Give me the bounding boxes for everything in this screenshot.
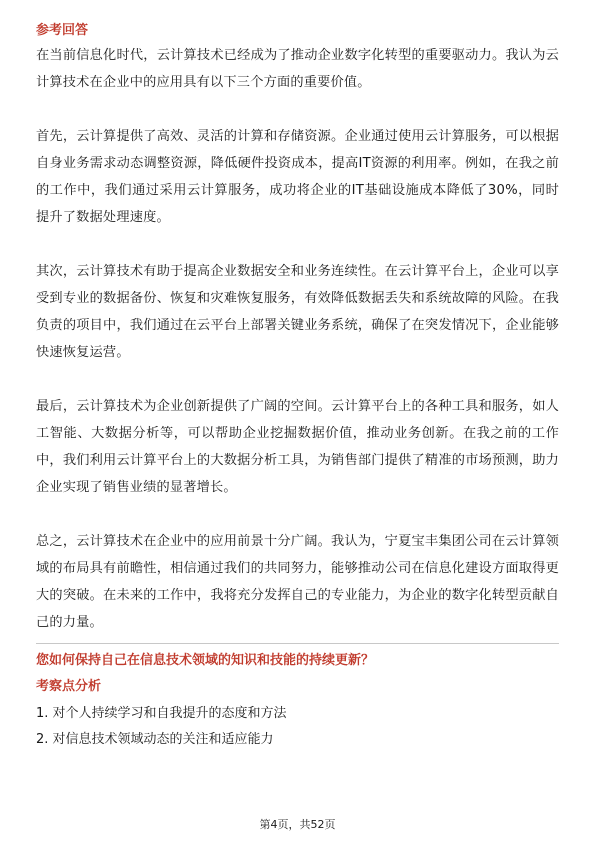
analysis-point-2: 2. 对信息技术领域动态的关注和适应能力 [36,732,274,747]
section-divider [36,643,559,644]
next-question-title: 您如何保持自己在信息技术领域的知识和技能的持续更新？ [36,653,375,668]
analysis-title: 考察点分析 [36,679,102,694]
answer-paragraph-3: 其次，云计算技术有助于提高企业数据安全和业务连续性。在云计算平台上，企业可以享受到专业的数据备份、恢复和灾难恢复服务，有效降低数据丢失和系统故障的风险。在我负责的项目中，我们通过在云平台上部署关键业务系统，确保了在突发情况下，企业能够快速恢复运营。 [36,264,559,360]
paragraph-gap [36,96,559,123]
answer-paragraph-5: 总之，云计算技术在企业中的应用前景十分广阔。我认为，宁夏宝丰集团公司在云计算领域的布局具有前瞻性，相信通过我们的共同努力，能够推动公司在信息化建设方面取得更大的突破。在未来的工作中，我将充分发挥自己的专业能力，为企业的数字化转型贡献自己的力量。 [36,534,559,630]
paragraph-gap [36,501,559,528]
paragraph-gap [36,231,559,258]
paragraph-gap [36,366,559,393]
answer-paragraph-1: 在当前信息化时代，云计算技术已经成为了推动企业数字化转型的重要驱动力。我认为云计算技术在企业中的应用具有以下三个方面的重要价值。 [36,48,559,90]
section-title: 参考回答 [36,23,89,38]
answer-paragraph-2: 首先，云计算提供了高效、灵活的计算和存储资源。企业通过使用云计算服务，可以根据自身业务需求动态调整资源，降低硬件投资成本，提高IT资源的利用率。例如，在我之前的工作中，我们通过采用云计算服务，成功将企业的IT基础设施成本降低了30%，同时提升了数据处理速度。 [36,129,559,225]
page-footer: 第4页，共52页 [259,818,336,831]
answer-paragraph-4: 最后，云计算技术为企业创新提供了广阔的空间。云计算平台上的各种工具和服务，如人工智能、大数据分析等，可以帮助企业挖掘数据价值，推动业务创新。在我之前的工作中，我们利用云计算平台上的大数据分析工具，为销售部门提供了精准的市场预测，助力企业实现了销售业绩的显著增长。 [36,399,559,495]
document-page [36,20,559,754]
analysis-point-1: 1. 对个人持续学习和自我提升的态度和方法 [36,706,287,721]
